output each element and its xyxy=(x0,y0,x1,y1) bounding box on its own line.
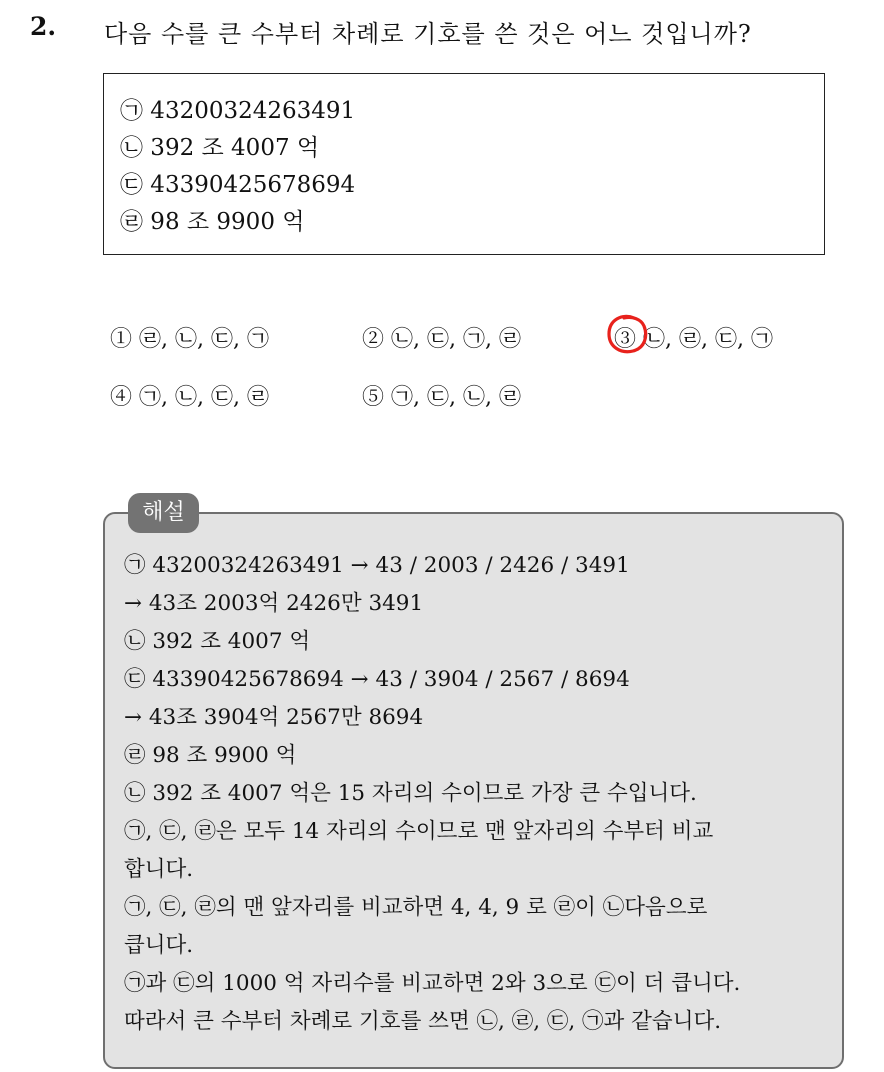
solution-line: ㉡ 392 조 4007 억은 15 자리의 수이므로 가장 큰 수입니다. xyxy=(124,781,697,806)
solution-line: ㉠과 ㉢의 1000 억 자리수를 비교하면 2와 3으로 ㉢이 더 큽니다. xyxy=(124,971,741,996)
choice-5[interactable]: ⑤ ㉠, ㉢, ㉡, ㉣ xyxy=(362,385,521,410)
choice-3[interactable]: ③ ㉡, ㉣, ㉢, ㉠ xyxy=(614,327,773,352)
solution-line: ㉠ 43200324263491 → 43 / 2003 / 2426 / 3491 xyxy=(124,553,630,578)
solution-line: → 43조 3904억 2567만 8694 xyxy=(124,705,424,730)
solution-line: 합니다. xyxy=(124,857,194,882)
solution-label: 해설 xyxy=(128,493,199,533)
question-number: 2. xyxy=(30,12,57,41)
solution-line: 따라서 큰 수부터 차례로 기호를 쓰면 ㉡, ㉣, ㉢, ㉠과 같습니다. xyxy=(124,1009,722,1034)
question-text: 다음 수를 큰 수부터 차례로 기호를 쓴 것은 어느 것입니까? xyxy=(104,20,752,48)
solution-line: ㉢ 43390425678694 → 43 / 3904 / 2567 / 8694 xyxy=(124,667,630,692)
given-item: ㉡ 392 조 4007 억 xyxy=(120,135,320,161)
solution-line: ㉡ 392 조 4007 억 xyxy=(124,629,311,654)
choice-4[interactable]: ④ ㉠, ㉡, ㉢, ㉣ xyxy=(110,385,269,410)
choice-1[interactable]: ① ㉣, ㉡, ㉢, ㉠ xyxy=(110,327,269,352)
solution-line: → 43조 2003억 2426만 3491 xyxy=(124,591,424,616)
answer-circle-mark xyxy=(604,313,650,357)
given-item: ㉢ 43390425678694 xyxy=(120,172,356,198)
given-numbers-box xyxy=(103,73,825,255)
given-item: ㉣ 98 조 9900 억 xyxy=(120,209,305,235)
solution-line: ㉠, ㉢, ㉣은 모두 14 자리의 수이므로 맨 앞자리의 수부터 비교 xyxy=(124,819,714,844)
solution-line: ㉠, ㉢, ㉣의 맨 앞자리를 비교하면 4, 4, 9 로 ㉣이 ㉡다음으로 xyxy=(124,895,708,920)
choice-2[interactable]: ② ㉡, ㉢, ㉠, ㉣ xyxy=(362,327,521,352)
solution-line: 큽니다. xyxy=(124,933,194,958)
solution-line: ㉣ 98 조 9900 억 xyxy=(124,743,297,768)
given-item: ㉠ 43200324263491 xyxy=(120,98,356,124)
